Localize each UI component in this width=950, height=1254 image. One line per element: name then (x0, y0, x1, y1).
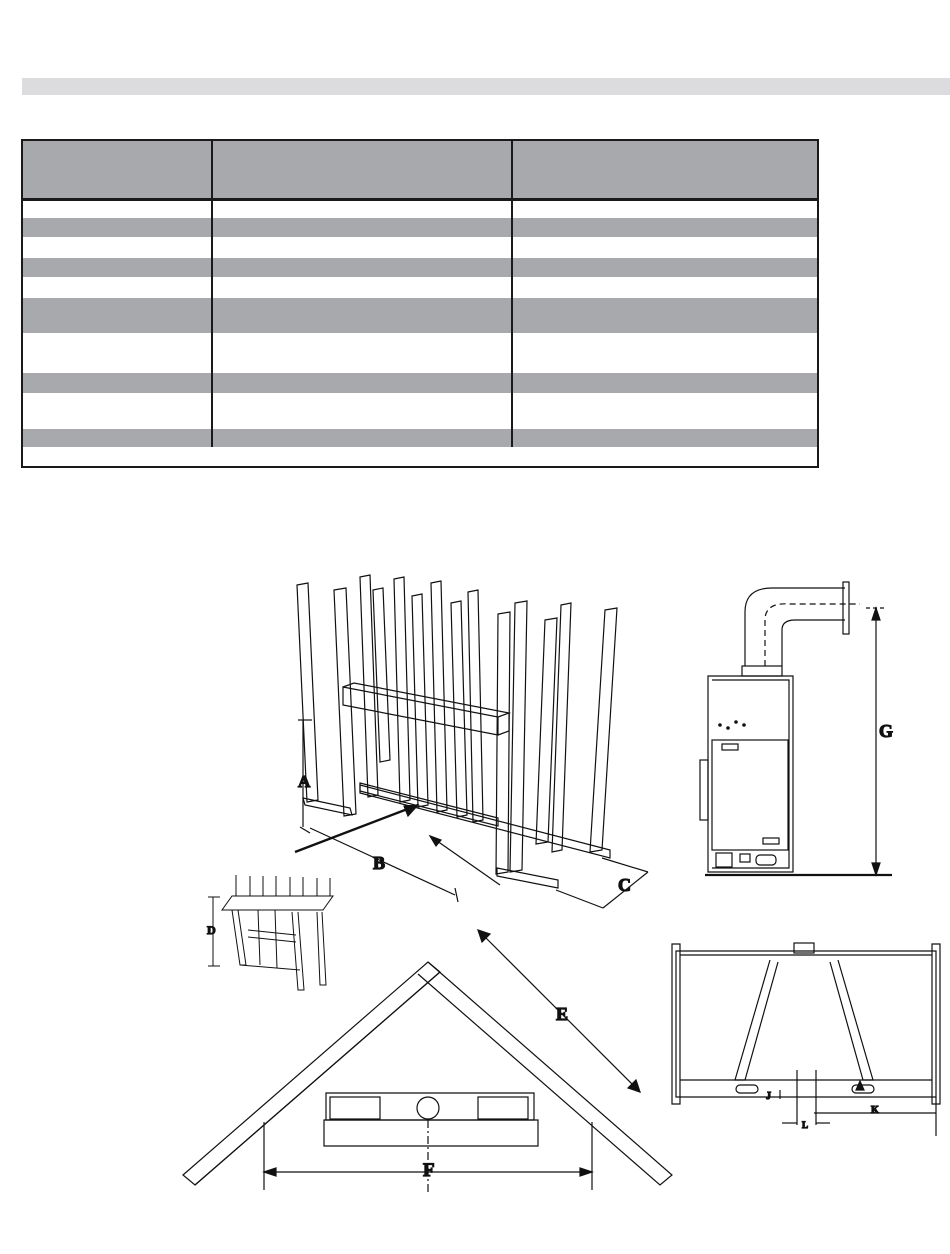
dimension-label-g: G (879, 721, 894, 741)
fireplace-side-view (700, 582, 892, 875)
dimension-label-a: A (298, 772, 311, 791)
fireplace-front-view (672, 943, 940, 1136)
dimension-label-c: C (618, 875, 631, 895)
dimension-label-d: D (207, 923, 216, 937)
corner-installation-top-view (183, 930, 672, 1195)
dimension-label-f: F (423, 1160, 435, 1181)
dimension-label-l: L (802, 1120, 809, 1130)
dimension-label-k: K (871, 1105, 879, 1116)
wall-opening-inset (208, 875, 333, 990)
wall-framing-drawing (295, 575, 648, 908)
dimension-label-e: E (556, 1004, 569, 1024)
dimension-label-j: J (766, 1091, 771, 1102)
dimension-label-b: B (373, 853, 386, 873)
